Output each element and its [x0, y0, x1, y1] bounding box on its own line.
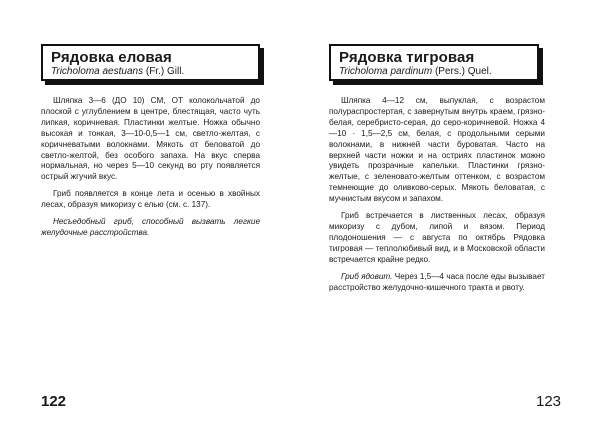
species-title-box — [41, 44, 260, 81]
page-number: 122 — [41, 393, 67, 410]
latin-author: (Pers.) Quel. — [432, 66, 492, 77]
paragraph-edibility: Несъедобный гриб, способный вызвать легкие желудочные расстройства. — [41, 217, 260, 237]
latin-name — [51, 66, 258, 78]
page-number: 123 — [536, 393, 562, 410]
species-title: Рядовка еловая — [51, 49, 172, 66]
latin-genus: Tricholoma aestuans — [51, 66, 144, 77]
paragraph-edibility — [329, 272, 545, 294]
species-title: Рядовка тигровая — [339, 49, 475, 66]
paragraph-habitat: Гриб появляется в конце лета и осенью в хвойных лесах, образуя микоризу с елью (см. с. 137). — [41, 189, 260, 210]
latin-name — [339, 66, 537, 78]
latin-author: (Fr.) Gill. — [143, 66, 185, 77]
right-page — [300, 0, 600, 429]
description-text — [41, 96, 260, 245]
warning-lead: Гриб ядовит. — [341, 271, 393, 281]
paragraph-description: Шляпка 4—12 см, выпуклая, с возрастом полураспростертая, с завернутым внутрь краем, грязно-белая, серебристо-серая, до серо-коричневой. Ножка 4—10 · 1,5—2,5 см, белая, с продольными серыми волокнами, в нижней части буроватая. Часто на верхней части ножки и на остриях пластинок можно увидеть прозрачные капельки. Пластинки грязно-желтые, с зеленовато-желтым оттенком, с возрастом темнеющие до оливково-серых. Мякоть беловатая, с мучнистым вкусом и запахом. — [329, 96, 545, 204]
paragraph-description: Шляпка 3—6 (ДО 10) СМ, ОТ колокольчатой до плоской с углублением в центре, блестящая, часто чуть липкая, коричневая. Пластинки желтые. Ножка обычно высокая и тонкая, 3—10-0,5—1 см, светло-желтая, с коричневатыми волокнами. Мякоть от беловатой до светло-желтой, без особого запаха. На вкус сперва нормальная, но через 5—10 секунд во рту появляется острый жгучий вкус. — [41, 96, 260, 182]
species-title-box — [329, 44, 539, 81]
paragraph-habitat: Гриб встречается в лиственных лесах, образуя микоризу с дубом, липой и вязом. Период плодоношения — с августа по октябрь Рядовка тигровая — теплолюбивый вид, и в Московской области встречается крайне редко. — [329, 211, 545, 264]
warning-text: Через 1,5—4 часа после еды вызывает расстройство желудочно-кишечного тракта и рвоту. — [329, 271, 545, 292]
description-text — [329, 96, 545, 299]
latin-genus: Tricholoma pardinum — [339, 66, 433, 77]
